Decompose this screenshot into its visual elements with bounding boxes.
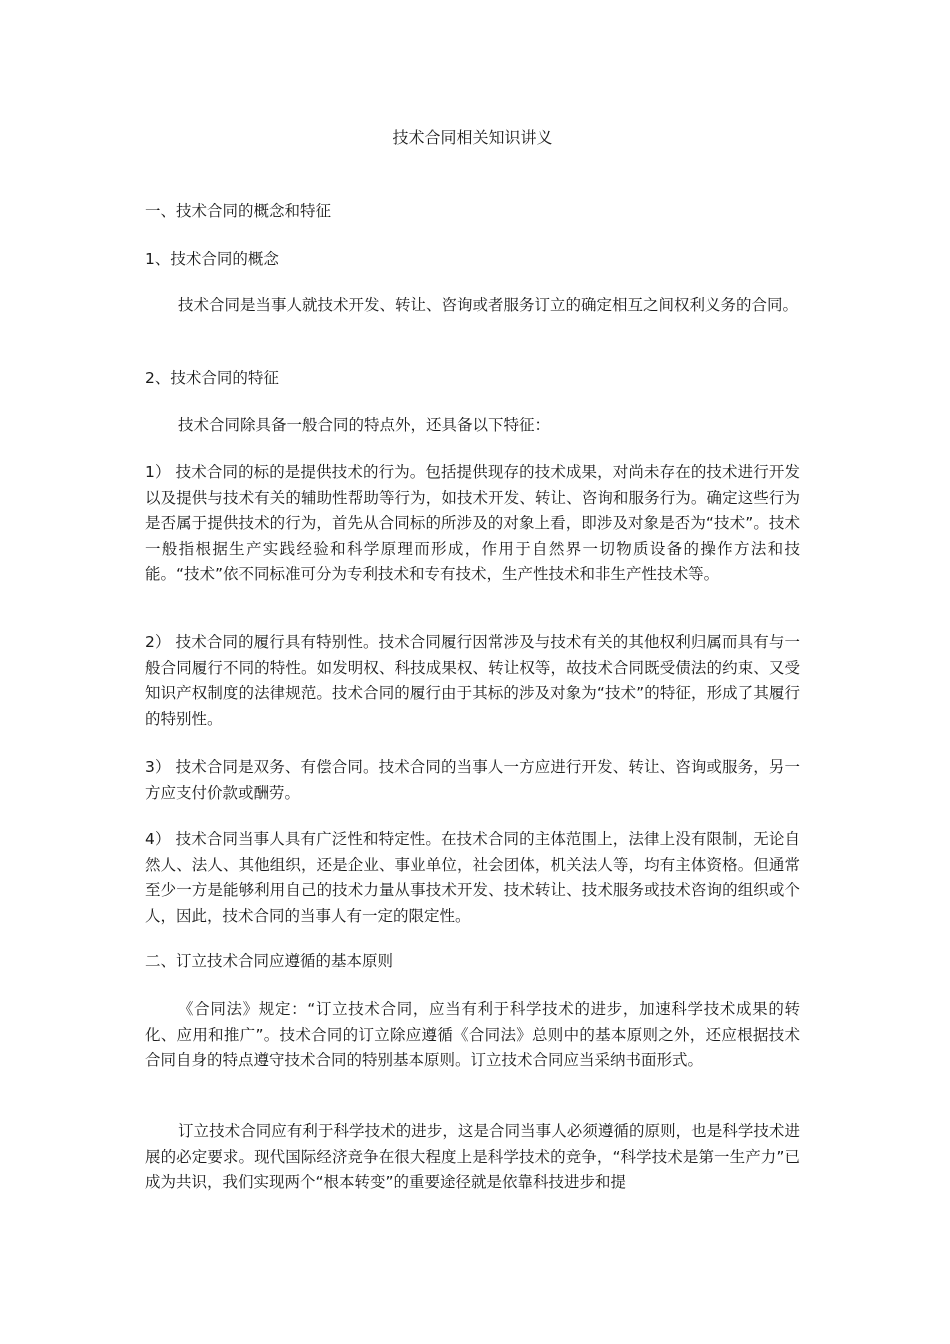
subsection-heading-features: 2、技术合同的特征 [145, 369, 279, 387]
paragraph-principles-2: 订立技术合同应有利于科学技术的进步，这是合同当事人必须遵循的原则，也是科学技术进展的必定要求。现代国际经济竞争在很大程度上是科学技术的竞争，“科学技术是第一生产力”已成为共识，我们实现两个“根本转变”的重要途径就是依靠科技进步和提 [145, 1122, 800, 1191]
list-item-feature-2: 2） 技术合同的履行具有特别性。技术合同履行因常涉及与技术有关的其他权利归属而具有与一般合同履行不同的特性。如发明权、科技成果权、转让权等，故技术合同既受债法的约束、又受知识产权制度的法律规范。技术合同的履行由于其标的涉及对象为“技术”的特征，形成了其履行的特别性。 [145, 633, 800, 728]
paragraph-features-intro: 技术合同除具备一般合同的特点外，还具备以下特征： [178, 416, 551, 434]
paragraph-concept: 技术合同是当事人就技术开发、转让、咨询或者服务订立的确定相互之间权利义务的合同。 [178, 296, 799, 314]
section-heading-1: 一、技术合同的概念和特征 [145, 202, 332, 220]
section-heading-2: 二、订立技术合同应遵循的基本原则 [145, 952, 394, 970]
list-item-feature-3: 3） 技术合同是双务、有偿合同。技术合同的当事人一方应进行开发、转让、咨询或服务，另一方应支付价款或酬劳。 [145, 758, 800, 802]
document-title: 技术合同相关知识讲义 [392, 128, 553, 147]
subsection-heading-concept: 1、技术合同的概念 [145, 250, 279, 268]
list-item-feature-4: 4） 技术合同当事人具有广泛性和特定性。在技术合同的主体范围上，法律上没有限制，无论自然人、法人、其他组织，还是企业、事业单位，社会团体，机关法人等，均有主体资格。但通常至少一方是能够利用自己的技术力量从事技术开发、技术转让、技术服务或技术咨询的组织或个人，因此，技术合同的当事人有一定的限定性。 [145, 830, 800, 925]
paragraph-principles-1: 《合同法》规定：“订立技术合同，应当有利于科学技术的进步，加速科学技术成果的转化、应用和推广”。技术合同的订立除应遵循《合同法》总则中的基本原则之外，还应根据技术合同自身的特点遵守技术合同的特别基本原则。订立技术合同应当采纳书面形式。 [145, 1000, 800, 1069]
list-item-feature-1: 1） 技术合同的标的是提供技术的行为。包括提供现存的技术成果，对尚未存在的技术进行开发以及提供与技术有关的辅助性帮助等行为，如技术开发、转让、咨询和服务行为。确定这些行为是否属于提供技术的行为，首先从合同标的所涉及的对象上看，即涉及对象是否为“技术”。技术一般指根据生产实践经验和科学原理而形成，作用于自然界一切物质设备的操作方法和技能。“技术”依不同标准可分为专利技术和专有技术，生产性技术和非生产性技术等。 [145, 463, 800, 583]
